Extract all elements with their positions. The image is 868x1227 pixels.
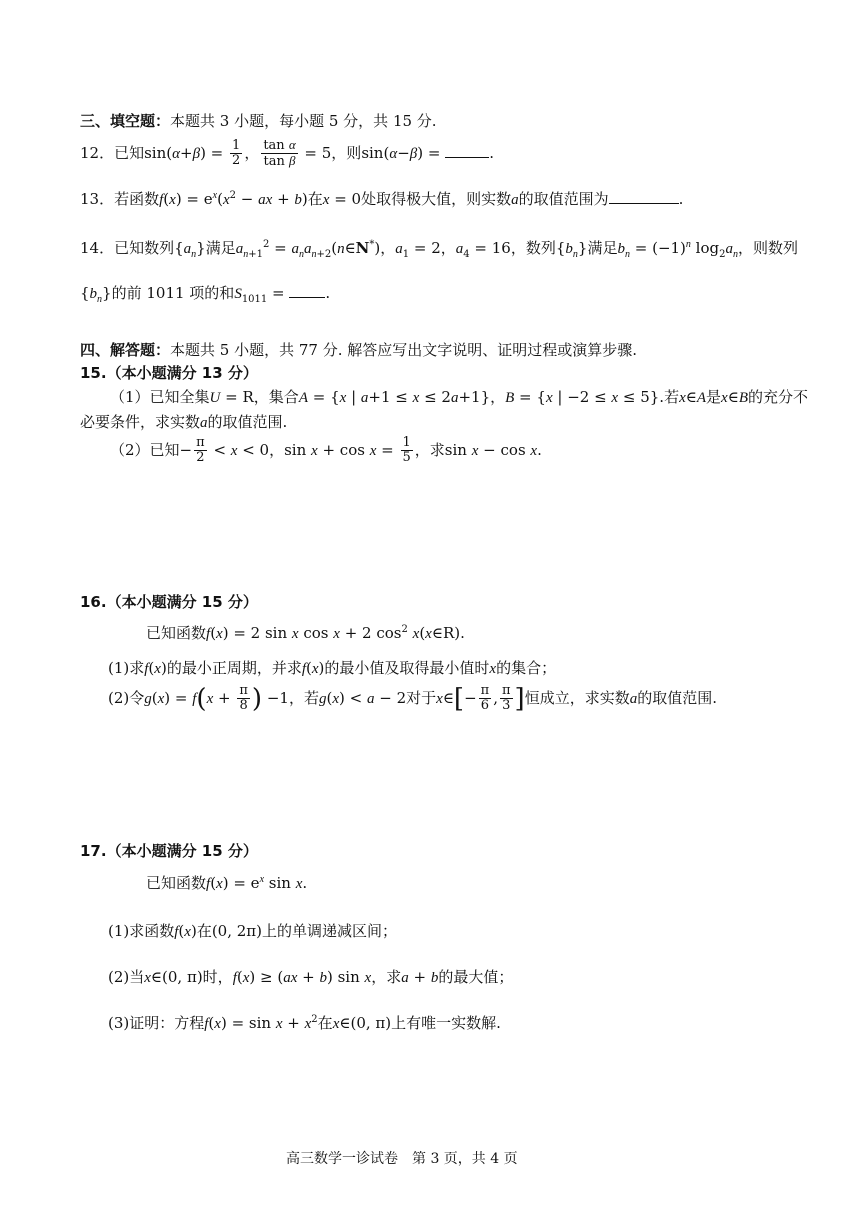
q15-p1-text-7: 的取值范围. bbox=[207, 413, 288, 431]
q16-heading: 16.（本小题满分 15 分） bbox=[80, 593, 258, 611]
q16-part-1: (1)求f(x)的最小正周期，并求f(x)的最小值及取得最小值时x的集合； bbox=[108, 659, 557, 677]
q12-text: 已知 bbox=[114, 143, 145, 162]
q17-p2-text: (2)当 bbox=[108, 968, 145, 986]
q17-part-3: (3)证明：方程$f(x) = \sin x + x^2$在x∈(0, π)上有唯一实数解. bbox=[108, 1014, 501, 1032]
q15-part-1-line-2: 必要条件，求实数a的取值范围. bbox=[80, 413, 288, 431]
q17-p3-text-2: 在 bbox=[317, 1014, 333, 1032]
q16-p2-text-3: 对于 bbox=[406, 688, 437, 707]
q17-p2-text-3: ，求 bbox=[371, 968, 402, 986]
page-footer: 高三数学一诊试卷 第 3 页，共 4 页 bbox=[286, 1151, 518, 1167]
q12-number: 12． bbox=[80, 143, 115, 162]
q16-p2-text-4: 恒成立，求实数 bbox=[524, 688, 630, 707]
q12-period: . bbox=[489, 143, 495, 162]
q15-part-2: （2）已知− $\frac{\pi}{2}$ < x < 0，sin x + cos x = $\frac{1}{5}$ ，求sin x − cos x. bbox=[110, 435, 542, 466]
q15-p2-text: （2）已知 bbox=[110, 440, 180, 459]
section-4-heading bbox=[80, 339, 637, 360]
q12-frac-half: $\frac{1}{2}$ bbox=[232, 138, 241, 169]
question-14: 14．已知数列$\{a_n\}$满足$a_{n+1}^2$ = $a_na_{n+2}(n\in N^*)$，$a_1 = 2$，$a_4 = 16$，数列$\{b_n\}$满足$b_n = (-1)^n$ $\log_2a_n$，则数列 bbox=[80, 239, 798, 260]
section-3-heading bbox=[80, 110, 437, 131]
q14-number: 14． bbox=[80, 239, 115, 257]
q16-frac-pi3: $\frac{\pi}{3}$ bbox=[501, 683, 511, 714]
q14-answer-blank[interactable] bbox=[289, 283, 325, 298]
q14-text-4: 满足 bbox=[587, 239, 618, 257]
q16-p1-text-2: 的最小正周期，并求 bbox=[166, 659, 302, 677]
q16-p2-text-2: ，若 bbox=[288, 688, 319, 707]
q17-intro: 已知函数$f(x) = e^x$ sin x. bbox=[146, 874, 308, 892]
q13-text: 若函数 bbox=[114, 190, 160, 208]
q15-part-1: （1）已知全集U = R，集合A = {x | a+1 ≤ x ≤ 2a+1}，B = {x | −2 ≤ x ≤ 5}.若x∈A是x∈B的充分不 bbox=[110, 388, 809, 406]
section-3-desc: 本题共 3 小题，每小题 5 分，共 15 分. bbox=[170, 112, 437, 130]
q14-text: 已知数列 bbox=[114, 239, 175, 257]
q15-p1-text-6: 必要条件，求实数 bbox=[80, 413, 201, 431]
q17-p2-text-4: 的最大值； bbox=[438, 968, 514, 986]
q16-part-2: (2)令g(x) = f(x + $\frac{\pi}{8}$ ) −1，若g(x) < a − 2对于x∈[− $\frac{\pi}{6}$ , $\frac{\pi}{3}$ ]恒成立，求实数a的取值范围. bbox=[108, 683, 717, 714]
q16-frac-pi8: $\frac{\pi}{8}$ bbox=[239, 683, 248, 714]
q14-text-3: ，数列 bbox=[510, 239, 556, 257]
q16-p1-text-3: 的最小值及取得最小值时 bbox=[324, 659, 490, 677]
q17-heading: 17.（本小题满分 15 分） bbox=[80, 842, 258, 860]
q15-p1-text-2: ，集合 bbox=[253, 388, 299, 406]
question-12: 12．已知sin(α+β) = $\frac{1}{2}$ ， $\frac{\text{tan α}}{\text{tan β}}$ = 5，则sin(α−β) = . bbox=[80, 137, 495, 170]
q17-p3-text: (3)证明：方程 bbox=[108, 1014, 205, 1032]
q12-frac-tan: $\frac{\text{tan α}}{\text{tan β}}$ bbox=[263, 137, 296, 170]
q15-frac-fifth: $\frac{1}{5}$ bbox=[402, 435, 411, 466]
q13-period: . bbox=[678, 190, 684, 208]
q17-intro-text: 已知函数 bbox=[146, 874, 207, 892]
q13-text-2: 在 bbox=[307, 190, 323, 208]
q15-p1-text-3: .若 bbox=[659, 388, 680, 406]
q15-p1-text: （1）已知全集 bbox=[110, 388, 210, 406]
q17-part-2: (2)当x∈(0, π)时，f(x) ≥ (ax + b) sin x，求a + b的最大值； bbox=[108, 968, 514, 986]
q12-text-2: ，则 bbox=[331, 143, 362, 162]
q16-p1-text-4: 的集合； bbox=[496, 659, 557, 677]
q14-text-5: ，则数列 bbox=[737, 239, 798, 257]
q16-p1-text: (1)求 bbox=[108, 659, 145, 677]
section-3-title: 三、填空题： bbox=[80, 112, 171, 130]
q17-p1-text: (1)求函数 bbox=[108, 922, 175, 940]
q14-text-2: 满足 bbox=[205, 239, 236, 257]
q15-p1-text-5: 的充分不 bbox=[748, 388, 809, 406]
q13-number: 13． bbox=[80, 190, 115, 208]
q16-frac-pi6: $\frac{\pi}{6}$ bbox=[480, 683, 490, 714]
q17-part-1: (1)求函数f(x)在(0, 2π)上的单调递减区间； bbox=[108, 922, 398, 940]
q14-text-6: 的前 1011 项的和 bbox=[111, 284, 235, 302]
q15-p2-text-2: ，求 bbox=[414, 440, 445, 459]
q17-p1-text-3: 上的单调递减区间； bbox=[262, 922, 398, 940]
q13-text-4: 的取值范围为 bbox=[518, 190, 609, 208]
q14-period: . bbox=[325, 284, 331, 302]
section-4-desc: 本题共 5 小题，共 77 分. 解答应写出文字说明、证明过程或演算步骤. bbox=[170, 341, 638, 359]
q17-p3-text-3: 上有唯一实数解. bbox=[391, 1014, 501, 1032]
q13-text-3: 处取得极大值，则实数 bbox=[361, 190, 512, 208]
q17-p1-text-2: 在 bbox=[196, 922, 212, 940]
q16-p2-text-5: 的取值范围. bbox=[637, 688, 717, 707]
q15-p1-text-4: 是 bbox=[706, 388, 722, 406]
q15-heading: 15.（本小题满分 13 分） bbox=[80, 364, 258, 382]
q13-answer-blank[interactable] bbox=[609, 189, 679, 204]
q12-answer-blank[interactable] bbox=[445, 143, 489, 158]
q16-intro: 已知函数f(x) = 2 sin x cos x + 2 $\cos^2$ x(x∈R). bbox=[146, 624, 465, 642]
q16-p2-text: (2)令 bbox=[108, 688, 145, 707]
question-13: 13．若函数$f(x) = e^x(x^2$ − ax + b)在x = 0处取得极大值，则实数a的取值范围为 . bbox=[80, 190, 684, 208]
q15-frac-pi2: $\frac{\pi}{2}$ bbox=[196, 435, 205, 466]
section-4-title: 四、解答题： bbox=[80, 341, 171, 359]
q16-intro-text: 已知函数 bbox=[146, 624, 207, 642]
question-14-line-2: $\{b_n\}$的前 1011 项的和$S_{1011}$ = . bbox=[80, 284, 331, 305]
q17-p2-text-2: 时， bbox=[202, 968, 233, 986]
